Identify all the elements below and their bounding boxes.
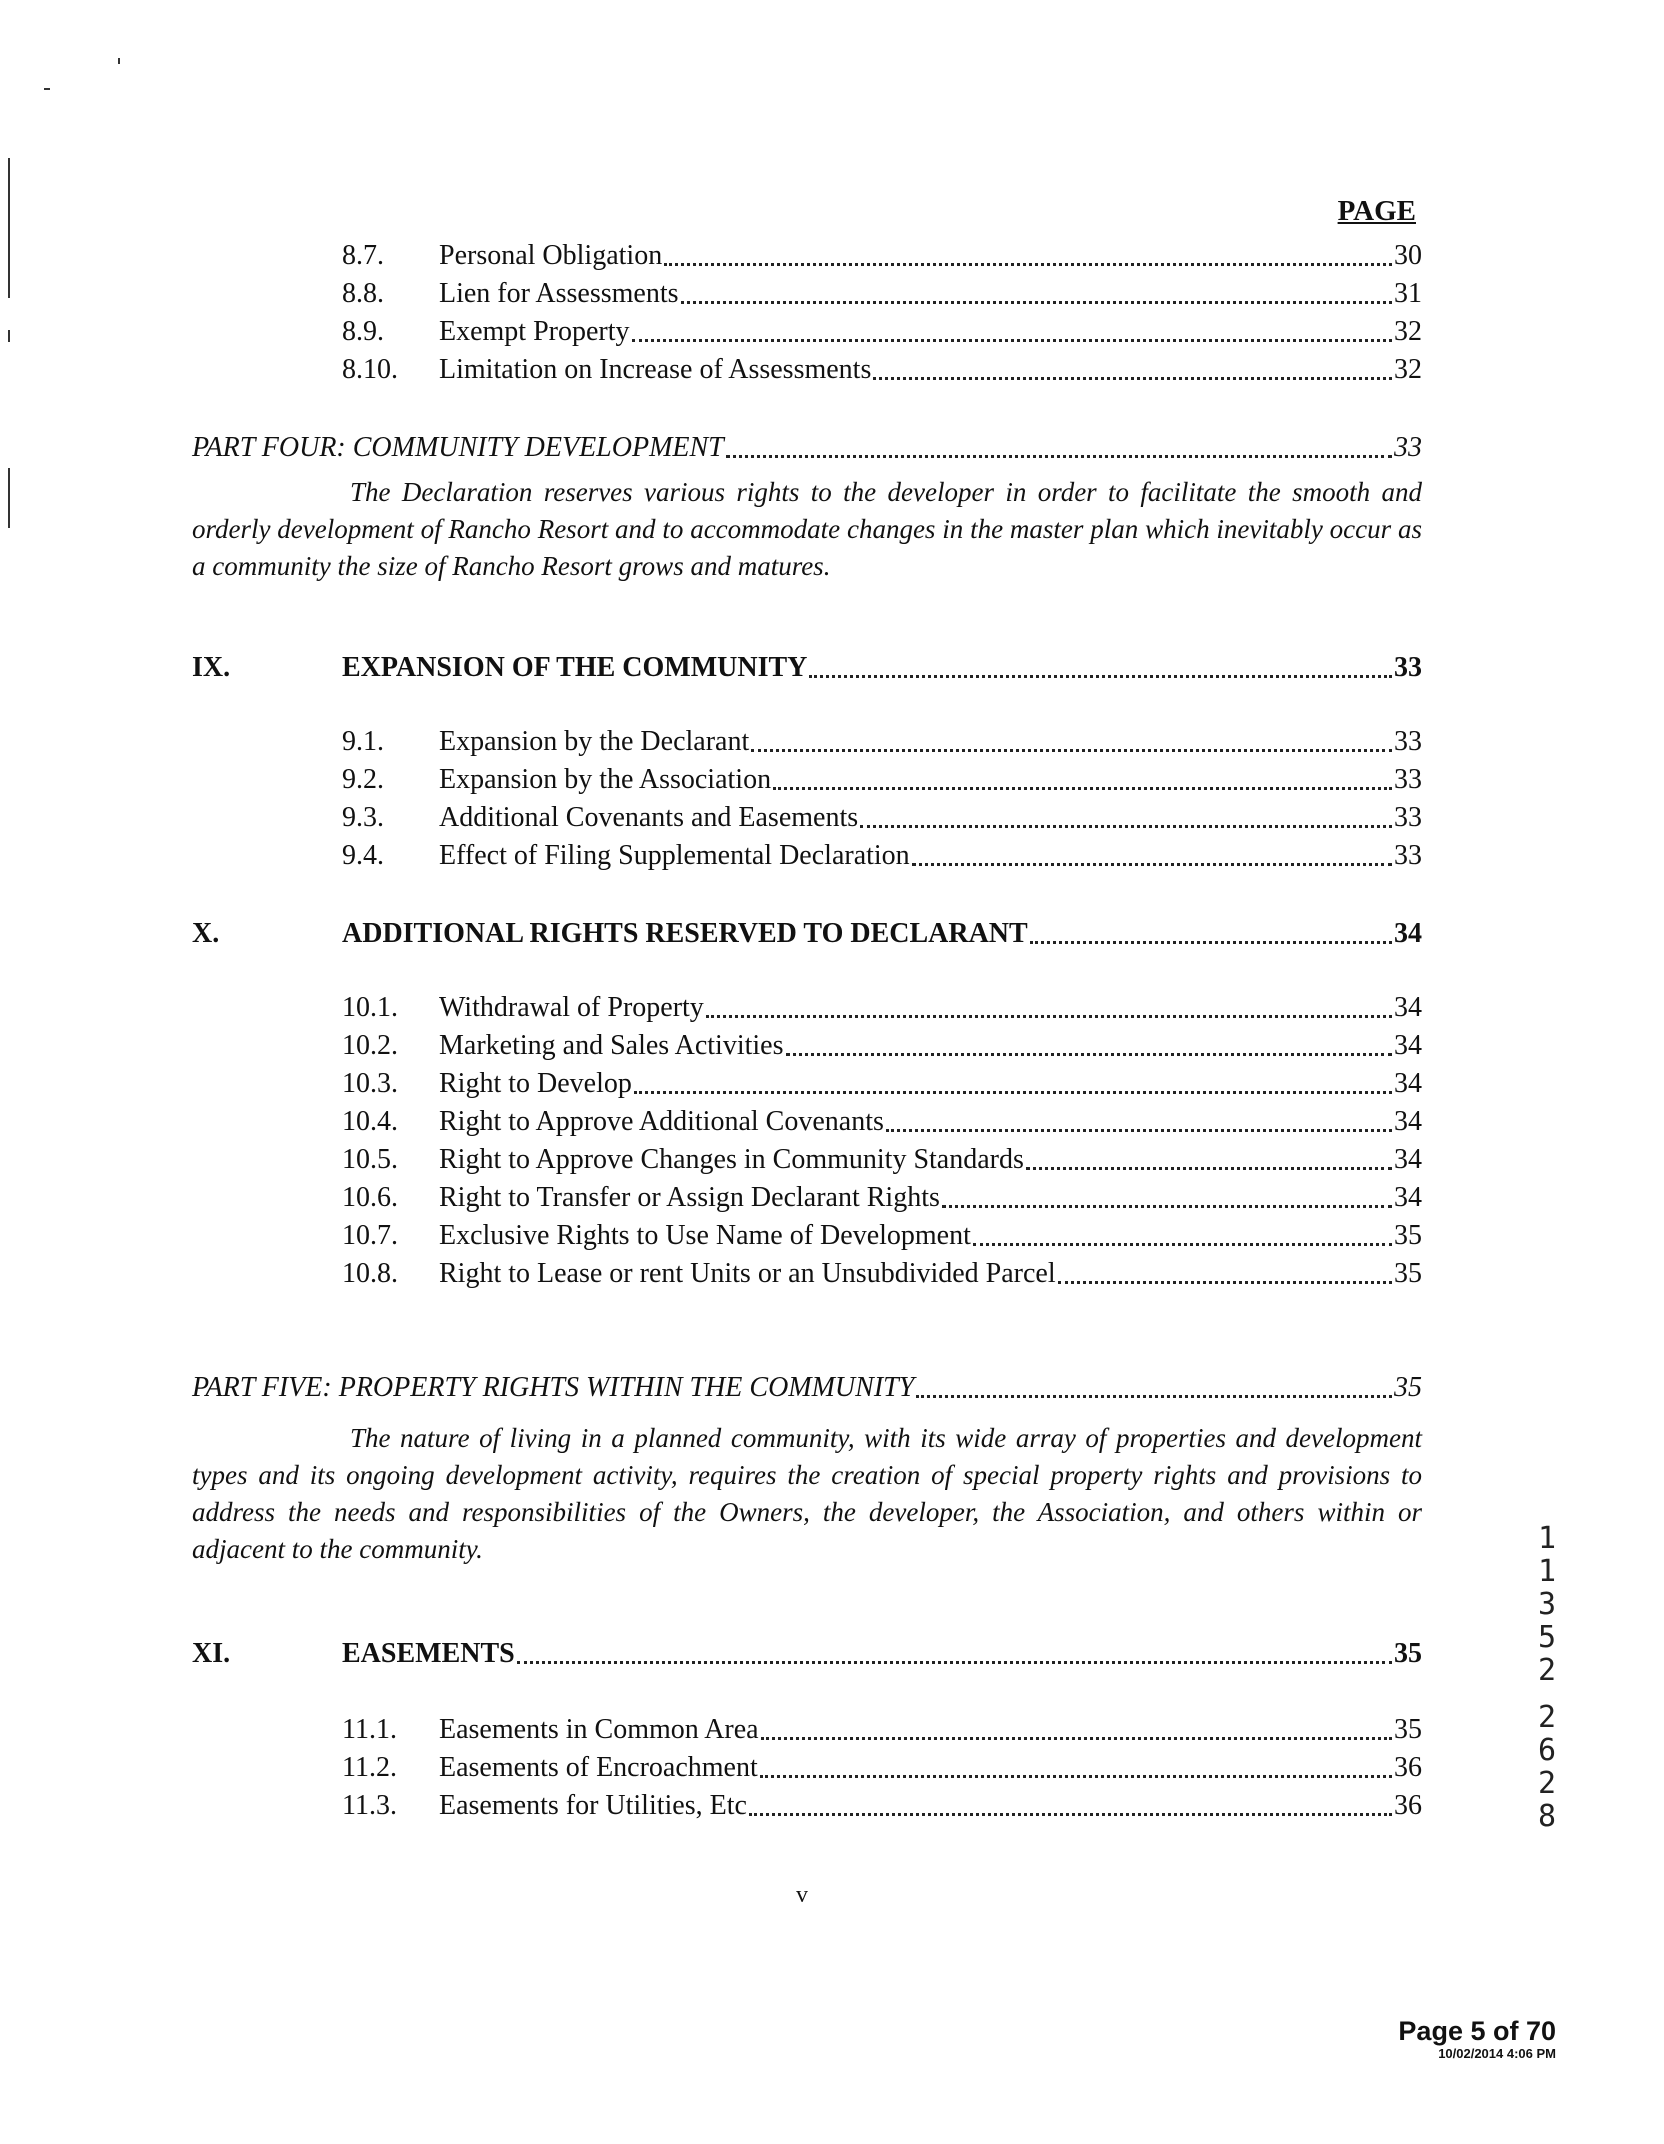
dot-leader — [860, 795, 1392, 828]
recording-digit — [1532, 1687, 1562, 1701]
part-four-summary: The Declaration reserves various rights to the developer in order to facilitate the smooth and orderly development of Rancho Resort and to accommodate changes in the master plan which inevitably occur as a community the size of Rancho Resort grows and matures. — [192, 477, 1422, 581]
toc-entry-sub — [342, 1788, 1422, 1824]
toc-entry-part — [192, 430, 1422, 466]
toc-entry-page: 33 — [1394, 652, 1422, 683]
toc-entry-title: Limitation on Increase of Assessments — [439, 354, 872, 385]
toc-entry-title: Right to Transfer or Assign Declarant Rights — [439, 1182, 940, 1213]
toc-entry-title: Withdrawal of Property — [439, 992, 704, 1023]
toc-entry-page: 34 — [1394, 1144, 1422, 1175]
toc-entry-number: 8.7. — [342, 240, 384, 271]
toc-entry-page: 34 — [1394, 992, 1422, 1023]
recording-digit: 2 — [1537, 1766, 1557, 1801]
toc-entry-title: Right to Lease or rent Units or an Unsubdivided Parcel — [439, 1258, 1056, 1289]
toc-entry-page: 32 — [1394, 354, 1422, 385]
toc-entry-number: 9.4. — [342, 840, 384, 871]
toc-entry-number: 9.3. — [342, 802, 384, 833]
toc-entry-article — [192, 1636, 1422, 1672]
toc-entry-title: Exempt Property — [439, 316, 630, 347]
toc-entry-number: 10.8. — [342, 1258, 398, 1289]
recording-digit: 3 — [1537, 1587, 1557, 1622]
toc-entry-title: Right to Approve Additional Covenants — [439, 1106, 884, 1137]
toc-entry-title: PART FIVE: PROPERTY RIGHTS WITHIN THE COMMUNITY — [192, 1372, 915, 1403]
toc-entry-page: 33 — [1394, 840, 1422, 871]
dot-leader — [809, 645, 1392, 678]
scan-artifact-mark — [8, 468, 10, 528]
toc-entry-page: 35 — [1394, 1372, 1422, 1403]
recording-digit: 2 — [1537, 1653, 1557, 1688]
toc-entry-title: ADDITIONAL RIGHTS RESERVED TO DECLARANT — [342, 918, 1028, 949]
toc-entry-part — [192, 1370, 1422, 1406]
toc-entry-page: 35 — [1394, 1258, 1422, 1289]
toc-entry-page: 35 — [1394, 1638, 1422, 1669]
toc-entry-sub — [342, 838, 1422, 874]
page-count-label: Page 5 of 70 — [1398, 2016, 1556, 2046]
recording-digit: 2 — [1537, 1700, 1557, 1735]
toc-entry-title: Personal Obligation — [439, 240, 663, 271]
toc-entry-sub — [342, 724, 1422, 760]
dot-leader — [942, 1175, 1392, 1208]
recording-digit: 1 — [1537, 1554, 1557, 1589]
part-five-summary: The nature of living in a planned community, with its wide array of properties and development types and its ongoing development activity, requires the creation of special property rights and provisions to address the needs and responsibilities of the Owners, the developer, the Association, and others within or adjacent to the community. — [192, 1423, 1422, 1564]
toc-entry-page: 34 — [1394, 1106, 1422, 1137]
toc-entry-title: Right to Develop — [439, 1068, 632, 1099]
scan-artifact-mark — [118, 58, 120, 64]
dot-leader — [664, 233, 1392, 266]
dot-leader — [912, 833, 1392, 866]
toc-entry-page: 33 — [1394, 764, 1422, 795]
scan-artifact-mark — [8, 330, 10, 342]
toc-entry-sub — [342, 1218, 1422, 1254]
toc-entry-page: 33 — [1394, 432, 1422, 463]
toc-entry-page: 35 — [1394, 1220, 1422, 1251]
toc-entry-page: 31 — [1394, 278, 1422, 309]
toc-entry-number: 10.4. — [342, 1106, 398, 1137]
toc-entry-page: 36 — [1394, 1790, 1422, 1821]
toc-entry-sub — [342, 238, 1422, 274]
recording-digit: 6 — [1537, 1733, 1557, 1768]
toc-entry-title: Exclusive Rights to Use Name of Development — [439, 1220, 971, 1251]
toc-entry-sub — [342, 1028, 1422, 1064]
toc-entry-number: 8.9. — [342, 316, 384, 347]
toc-entry-page: 33 — [1394, 726, 1422, 757]
dot-leader — [773, 757, 1392, 790]
dot-leader — [681, 271, 1392, 304]
toc-entry-title: Right to Approve Changes in Community Standards — [439, 1144, 1024, 1175]
toc-entry-sub — [342, 990, 1422, 1026]
toc-entry-title: EXPANSION OF THE COMMUNITY — [342, 652, 808, 683]
toc-entry-number: 8.10. — [342, 354, 398, 385]
dot-leader — [1030, 911, 1392, 944]
toc-entry-sub — [342, 314, 1422, 350]
toc-entry-title: Expansion by the Declarant — [439, 726, 750, 757]
toc-entry-page: 34 — [1394, 1182, 1422, 1213]
dot-leader — [1058, 1251, 1392, 1284]
toc-entry-number: 11.3. — [342, 1790, 397, 1821]
toc-entry-sub — [342, 1256, 1422, 1292]
print-timestamp: 10/02/2014 4:06 PM — [1438, 2046, 1556, 2061]
toc-entry-title: Expansion by the Association — [439, 764, 772, 795]
dot-leader — [634, 1061, 1392, 1094]
toc-entry-title: Easements for Utilities, Etc — [439, 1790, 747, 1821]
scan-artifact-line — [8, 158, 10, 298]
toc-entry-sub — [342, 1104, 1422, 1140]
toc-entry-title: Effect of Filing Supplemental Declaration — [439, 840, 910, 871]
dot-leader — [726, 425, 1392, 458]
dot-leader — [751, 719, 1392, 752]
toc-entry-page: 36 — [1394, 1752, 1422, 1783]
dot-leader — [916, 1365, 1392, 1398]
toc-entry-number: 11.1. — [342, 1714, 397, 1745]
dot-leader — [632, 309, 1392, 342]
dot-leader — [873, 347, 1392, 380]
dot-leader — [749, 1783, 1392, 1816]
toc-entry-number: 8.8. — [342, 278, 384, 309]
toc-entry-sub — [342, 1066, 1422, 1102]
toc-entry-sub — [342, 800, 1422, 836]
toc-entry-title: Lien for Assessments — [439, 278, 679, 309]
toc-entry-title: EASEMENTS — [342, 1638, 515, 1669]
recording-digit: 1 — [1537, 1521, 1557, 1556]
toc-entry-number: 11.2. — [342, 1752, 397, 1783]
toc-entry-title: Easements in Common Area — [439, 1714, 759, 1745]
toc-entry-number: 9.2. — [342, 764, 384, 795]
toc-entry-page: 34 — [1394, 1030, 1422, 1061]
dot-leader — [786, 1023, 1393, 1056]
toc-entry-number: 10.5. — [342, 1144, 398, 1175]
toc-entry-page: 33 — [1394, 802, 1422, 833]
scan-artifact-mark — [44, 88, 50, 90]
toc-entry-number: 10.6. — [342, 1182, 398, 1213]
toc-entry-title: Marketing and Sales Activities — [439, 1030, 784, 1061]
toc-entry-title: Easements of Encroachment — [439, 1752, 758, 1783]
toc-entry-title: PART FOUR: COMMUNITY DEVELOPMENT — [192, 432, 724, 463]
dot-leader — [1026, 1137, 1392, 1170]
dot-leader — [760, 1745, 1392, 1778]
toc-entry-number: 10.7. — [342, 1220, 398, 1251]
toc-entry-number: 9.1. — [342, 726, 384, 757]
toc-entry-sub — [342, 1712, 1422, 1748]
page-stamp — [1398, 2016, 1556, 2062]
toc-entry-sub — [342, 762, 1422, 798]
toc-entry-page: 32 — [1394, 316, 1422, 347]
dot-leader — [886, 1099, 1392, 1132]
toc-entry-number: XI. — [192, 1638, 231, 1669]
dot-leader — [517, 1631, 1392, 1664]
toc-entry-article — [192, 650, 1422, 686]
toc-entry-article — [192, 916, 1422, 952]
toc-entry-sub — [342, 352, 1422, 388]
toc-entry-page: 30 — [1394, 240, 1422, 271]
recording-digit: 5 — [1537, 1620, 1557, 1655]
toc-entry-page: 34 — [1394, 918, 1422, 949]
dot-leader — [706, 985, 1392, 1018]
toc-entry-number: 10.3. — [342, 1068, 398, 1099]
page-footer-number: v — [796, 1882, 808, 1908]
toc-entry-number: X. — [192, 918, 220, 949]
recording-digit: 8 — [1537, 1799, 1557, 1834]
toc-entry-sub — [342, 1750, 1422, 1786]
toc-entry-number: 10.1. — [342, 992, 398, 1023]
toc-entry-sub — [342, 1180, 1422, 1216]
dot-leader — [973, 1213, 1392, 1246]
toc-entry-title: Additional Covenants and Easements — [439, 802, 859, 833]
toc-entry-number: 10.2. — [342, 1030, 398, 1061]
page-column-heading: PAGE — [1337, 195, 1416, 227]
recording-number-stamp — [1532, 1522, 1562, 1833]
toc-entry-page: 34 — [1394, 1068, 1422, 1099]
toc-entry-sub — [342, 1142, 1422, 1178]
toc-entry-number: IX. — [192, 652, 231, 683]
toc-entry-page: 35 — [1394, 1714, 1422, 1745]
toc-entry-sub — [342, 276, 1422, 312]
dot-leader — [761, 1707, 1392, 1740]
